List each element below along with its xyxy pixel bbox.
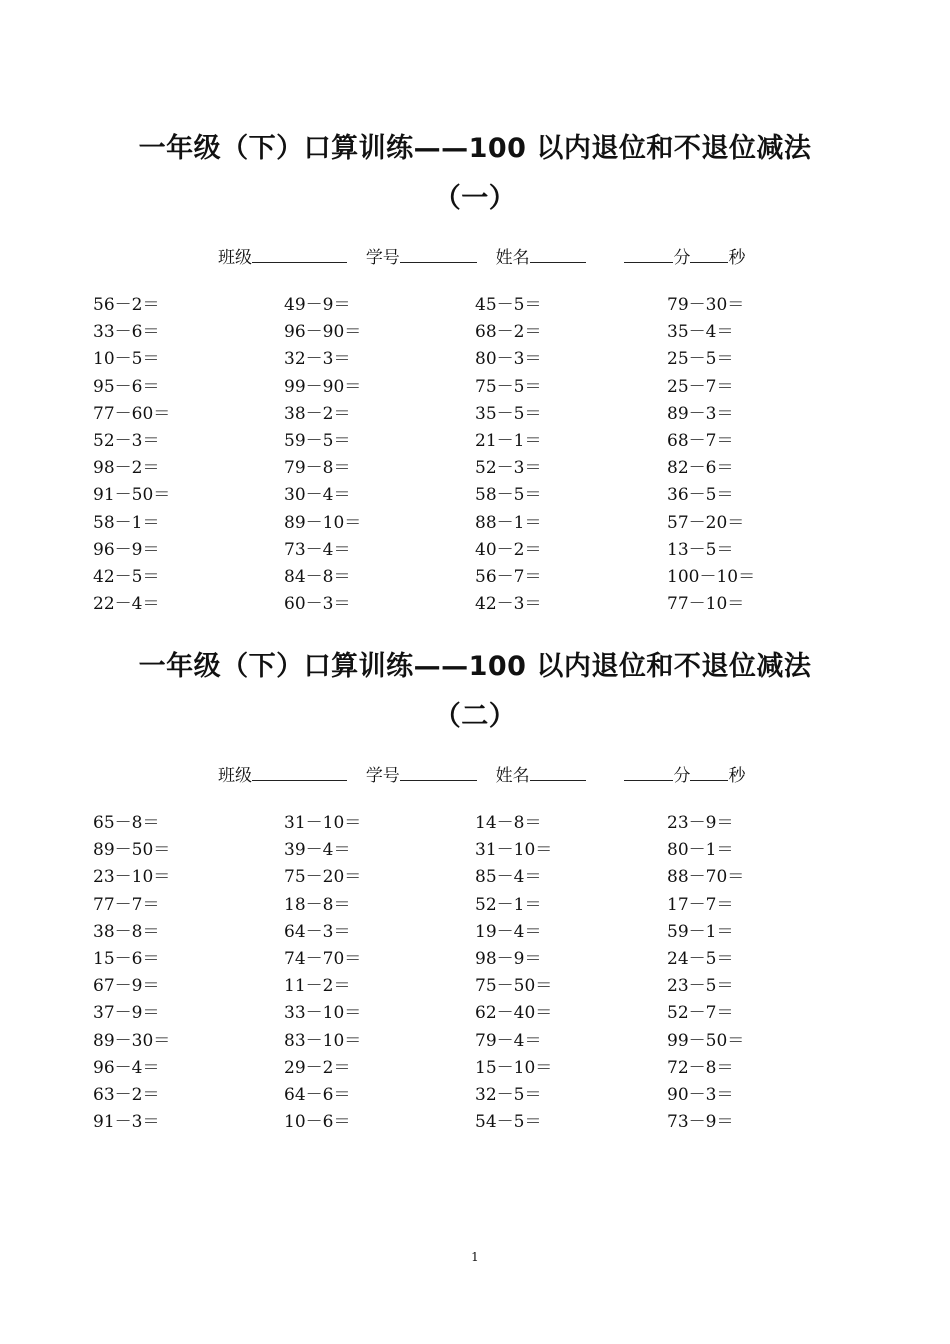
math-problem: 37－9＝: [93, 1003, 160, 1024]
math-problem: 63－2＝: [93, 1084, 160, 1105]
math-problem: 80－3＝: [475, 349, 542, 370]
math-problem: 95－6＝: [93, 376, 160, 397]
problem-grid: [93, 810, 858, 1136]
math-problem: 77－10＝: [667, 594, 745, 615]
math-problem: 54－5＝: [475, 1112, 542, 1133]
minute-blank: [624, 244, 673, 263]
worksheet-subtitle: （二）: [433, 701, 517, 732]
math-problem: 80－1＝: [667, 840, 734, 861]
math-problem: 23－5＝: [667, 976, 734, 997]
math-problem: 42－5＝: [93, 566, 160, 587]
math-problem: 33－6＝: [93, 322, 160, 343]
math-problem: 75－50＝: [475, 976, 553, 997]
math-problem: 24－5＝: [667, 948, 734, 969]
math-problem: 23－10＝: [93, 867, 171, 888]
student-info-line: [218, 762, 745, 788]
math-problem: 100－10＝: [667, 566, 756, 587]
math-problem: 98－9＝: [475, 948, 542, 969]
math-problem: 10－6＝: [284, 1112, 351, 1133]
math-problem: 11－2＝: [284, 976, 351, 997]
name-blank: [530, 762, 586, 781]
math-problem: 84－8＝: [284, 566, 351, 587]
math-problem: 52－7＝: [667, 1003, 734, 1024]
math-problem: 57－20＝: [667, 512, 745, 533]
math-problem: 65－8＝: [93, 813, 160, 833]
math-problem: 56－2＝: [93, 295, 160, 315]
math-problem: 38－8＝: [93, 921, 160, 942]
student-id-blank: [400, 244, 477, 263]
minute-label: 分: [673, 248, 691, 268]
math-problem: 56－7＝: [475, 566, 542, 587]
math-problem: 18－8＝: [284, 894, 351, 915]
worksheet-title: 一年级（下）口算训练——100 以内退位和不退位减法: [138, 133, 812, 164]
class-label: 班级: [218, 766, 252, 786]
class-label: 班级: [218, 248, 252, 268]
math-problem: 25－7＝: [667, 376, 734, 397]
math-problem: 89－50＝: [93, 840, 171, 861]
math-problem: 38－2＝: [284, 403, 351, 424]
math-problem: 52－3＝: [93, 430, 160, 451]
second-blank: [690, 762, 728, 781]
math-problem: 73－4＝: [284, 539, 351, 560]
math-problem: 64－6＝: [284, 1084, 351, 1105]
math-problem: 15－10＝: [475, 1057, 553, 1078]
math-problem: 99－90＝: [284, 376, 362, 397]
math-problem: 19－4＝: [475, 921, 542, 942]
math-problem: 25－5＝: [667, 349, 734, 370]
math-problem: 96－9＝: [93, 539, 160, 560]
math-problem: 77－7＝: [93, 894, 160, 915]
math-problem: 73－9＝: [667, 1112, 734, 1133]
math-problem: 32－3＝: [284, 349, 351, 370]
math-problem: 52－1＝: [475, 894, 542, 915]
math-problem: 68－7＝: [667, 430, 734, 451]
student-id-label: 学号: [365, 766, 400, 786]
worksheet-subtitle: （一）: [433, 183, 517, 214]
math-problem: 89－10＝: [284, 512, 362, 533]
math-problem: 75－20＝: [284, 867, 362, 888]
minute-blank: [624, 762, 673, 781]
math-problem: 40－2＝: [475, 539, 542, 560]
math-problem: 32－5＝: [475, 1084, 542, 1105]
math-problem: 89－30＝: [93, 1030, 171, 1051]
class-blank: [252, 244, 347, 263]
math-problem: 58－5＝: [475, 485, 542, 506]
math-problem: 88－1＝: [475, 512, 542, 533]
student-info-line: [218, 244, 745, 270]
math-problem: 14－8＝: [475, 813, 542, 833]
math-problem: 59－5＝: [284, 430, 351, 451]
class-blank: [252, 762, 347, 781]
math-problem: 13－5＝: [667, 539, 734, 560]
problem-grid: [93, 292, 858, 618]
math-problem: 68－2＝: [475, 322, 542, 343]
math-problem: 91－50＝: [93, 485, 171, 506]
math-problem: 22－4＝: [93, 594, 160, 615]
second-blank: [690, 244, 728, 263]
page-number: 1: [471, 1250, 479, 1264]
math-problem: 79－8＝: [284, 458, 351, 479]
math-problem: 83－10＝: [284, 1030, 362, 1051]
math-problem: 10－5＝: [93, 349, 160, 370]
math-problem: 79－4＝: [475, 1030, 542, 1051]
math-problem: 31－10＝: [284, 813, 362, 833]
worksheet-title: 一年级（下）口算训练——100 以内退位和不退位减法: [138, 651, 812, 682]
math-problem: 49－9＝: [284, 295, 351, 315]
math-problem: 98－2＝: [93, 458, 160, 479]
second-label: 秒: [728, 248, 746, 268]
name-blank: [530, 244, 586, 263]
math-problem: 30－4＝: [284, 485, 351, 506]
math-problem: 82－6＝: [667, 458, 734, 479]
math-problem: 62－40＝: [475, 1003, 553, 1024]
math-problem: 21－1＝: [475, 430, 542, 451]
student-id-label: 学号: [365, 248, 400, 268]
math-problem: 60－3＝: [284, 594, 351, 615]
math-problem: 52－3＝: [475, 458, 542, 479]
math-problem: 74－70＝: [284, 948, 362, 969]
math-problem: 45－5＝: [475, 295, 542, 315]
math-problem: 89－3＝: [667, 403, 734, 424]
math-problem: 67－9＝: [93, 976, 160, 997]
math-problem: 17－7＝: [667, 894, 734, 915]
math-problem: 33－10＝: [284, 1003, 362, 1024]
math-problem: 85－4＝: [475, 867, 542, 888]
math-problem: 29－2＝: [284, 1057, 351, 1078]
math-problem: 31－10＝: [475, 840, 553, 861]
math-problem: 58－1＝: [93, 512, 160, 533]
math-problem: 96－4＝: [93, 1057, 160, 1078]
math-problem: 36－5＝: [667, 485, 734, 506]
math-problem: 42－3＝: [475, 594, 542, 615]
math-problem: 90－3＝: [667, 1084, 734, 1105]
math-problem: 99－50＝: [667, 1030, 745, 1051]
name-label: 姓名: [495, 248, 530, 268]
math-problem: 72－8＝: [667, 1057, 734, 1078]
name-label: 姓名: [495, 766, 530, 786]
math-problem: 75－5＝: [475, 376, 542, 397]
second-label: 秒: [728, 766, 746, 786]
math-problem: 59－1＝: [667, 921, 734, 942]
math-problem: 91－3＝: [93, 1112, 160, 1133]
math-problem: 79－30＝: [667, 295, 745, 315]
minute-label: 分: [673, 766, 691, 786]
math-problem: 88－70＝: [667, 867, 745, 888]
student-id-blank: [400, 762, 477, 781]
math-problem: 23－9＝: [667, 813, 734, 833]
math-problem: 96－90＝: [284, 322, 362, 343]
math-problem: 35－5＝: [475, 403, 542, 424]
math-problem: 64－3＝: [284, 921, 351, 942]
math-problem: 77－60＝: [93, 403, 171, 424]
math-problem: 39－4＝: [284, 840, 351, 861]
math-problem: 15－6＝: [93, 948, 160, 969]
math-problem: 35－4＝: [667, 322, 734, 343]
